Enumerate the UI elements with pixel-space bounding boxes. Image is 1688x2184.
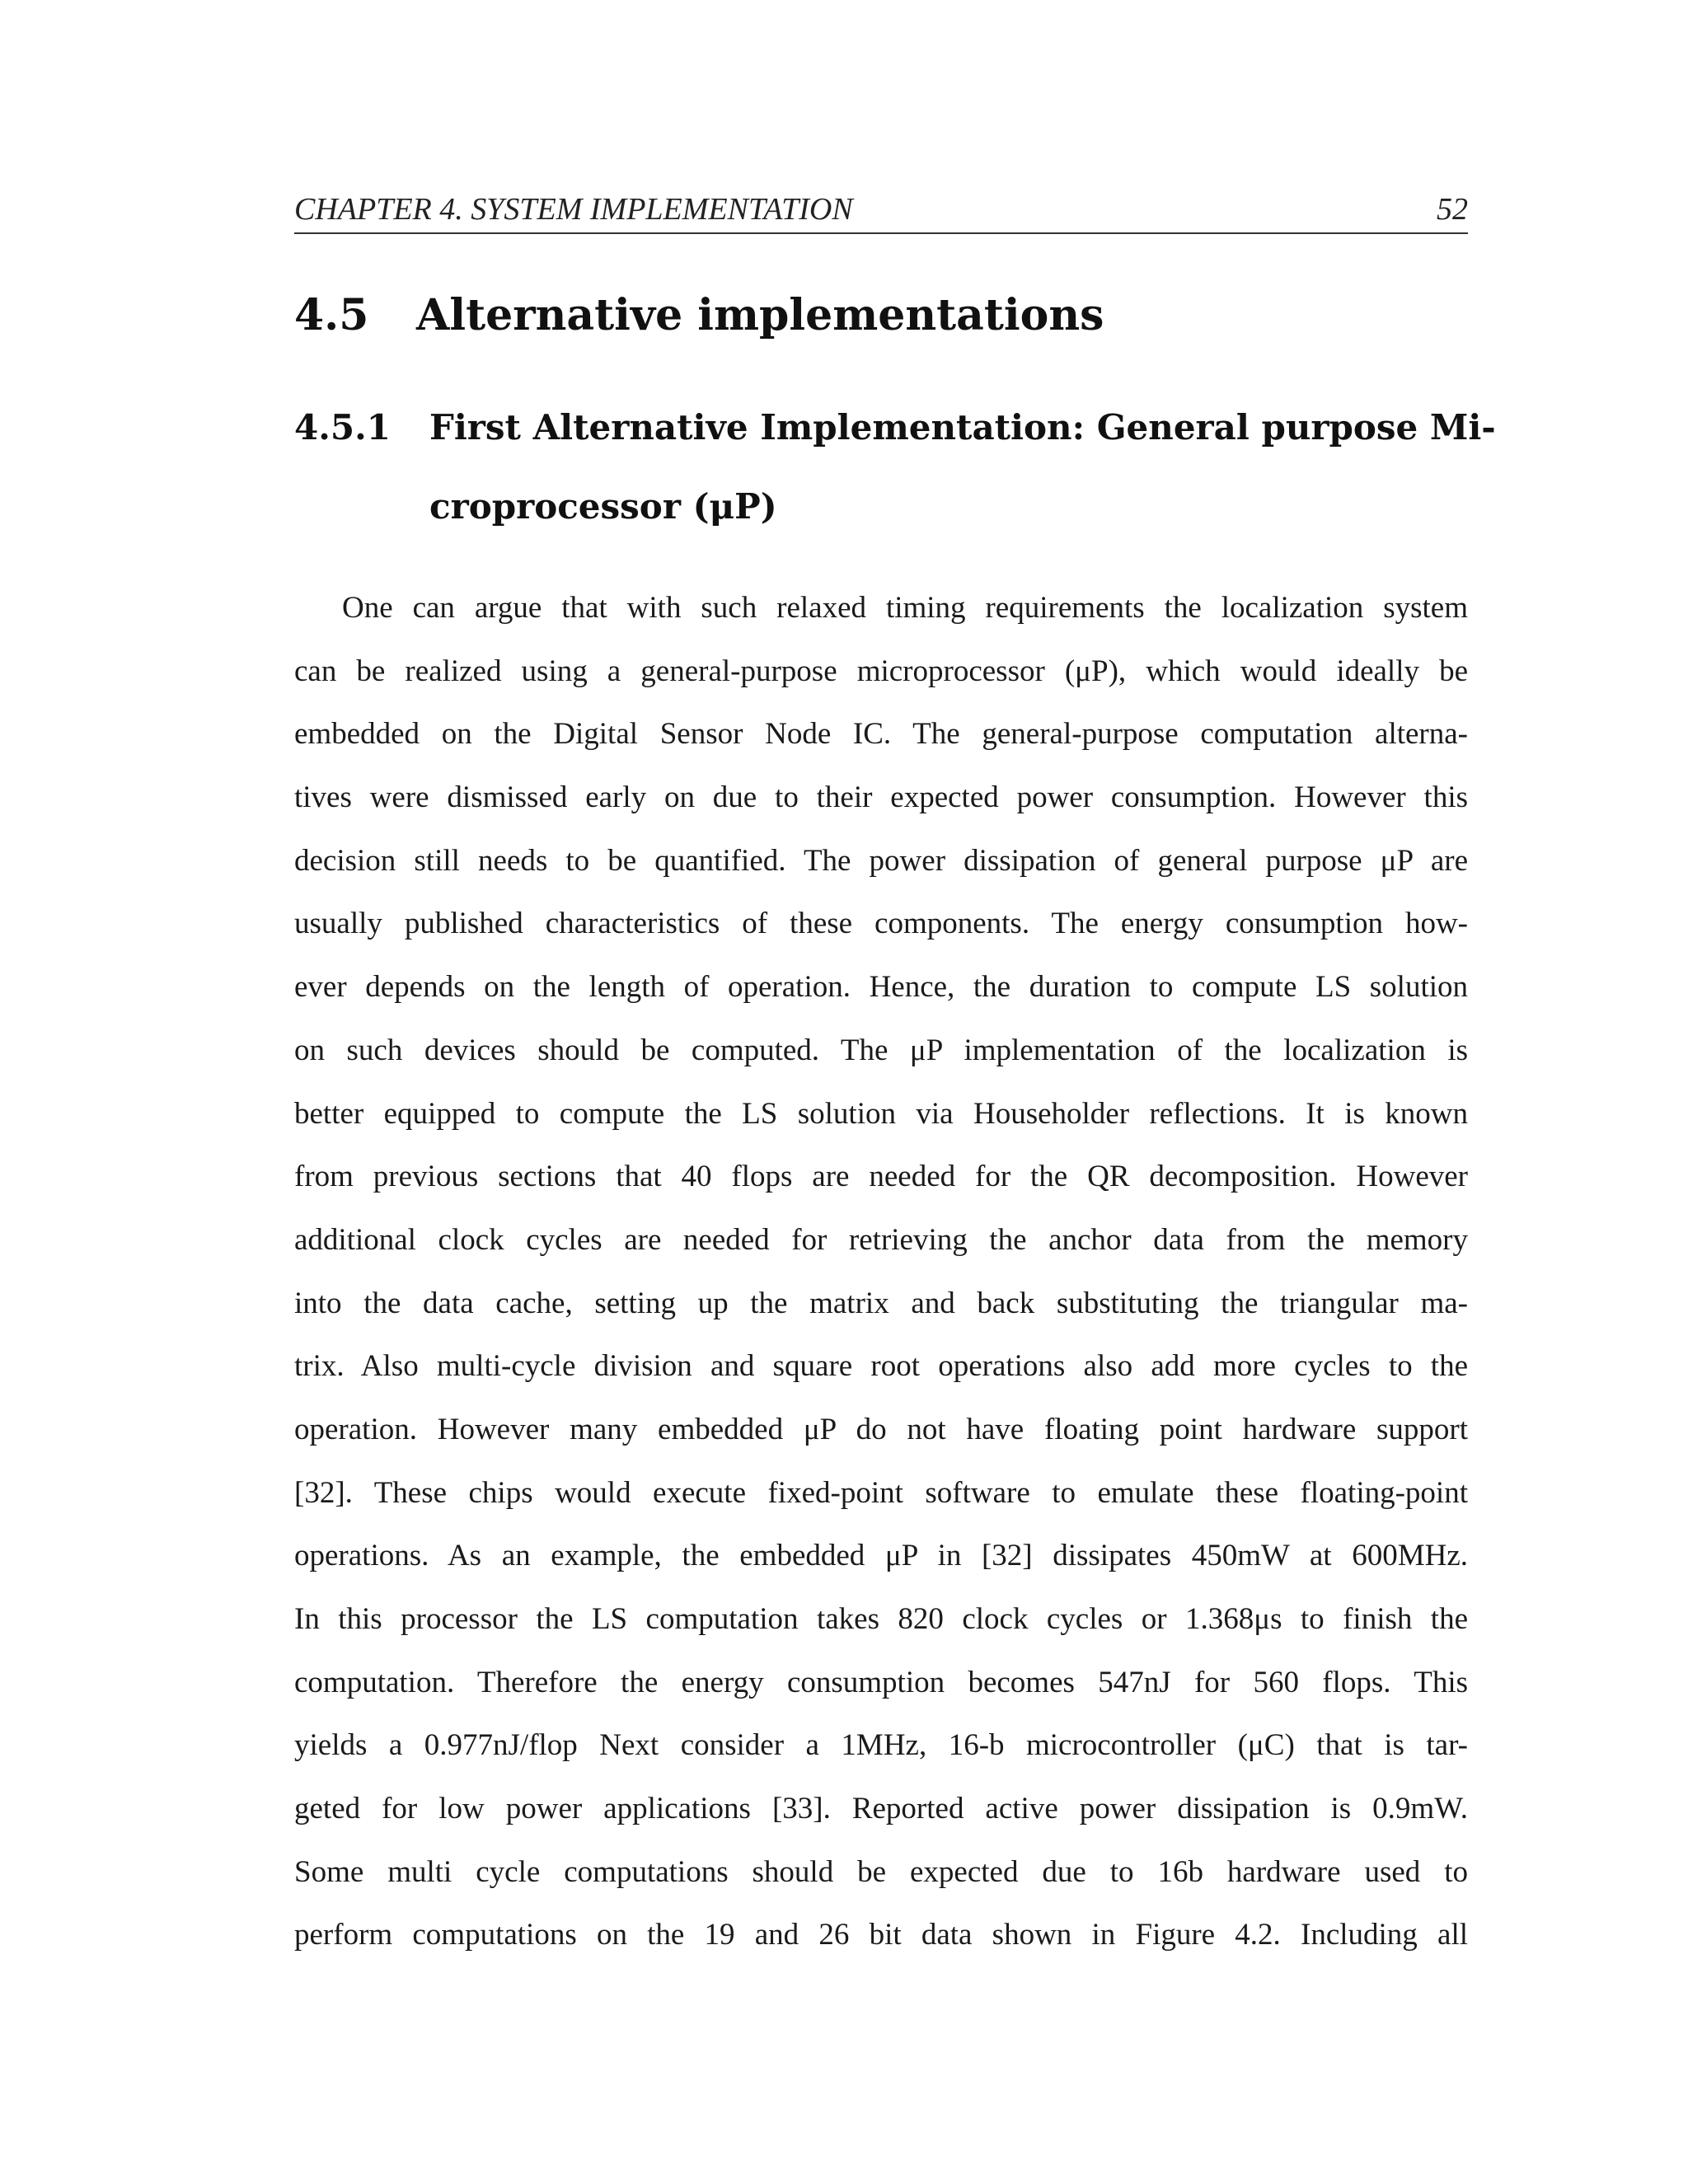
paragraph-line: [32]. These chips would execute fixed-point software to emulate these floating-point <box>294 1475 1468 1510</box>
paragraph-line: tives were dismissed early on due to their expected power consumption. However this <box>294 780 1468 815</box>
paragraph-line: embedded on the Digital Sensor Node IC. The general-purpose computation alterna- <box>294 717 1468 752</box>
subsection-number: 4.5.1 <box>294 407 391 448</box>
subsection-title-line-2: croprocessor (μP) <box>429 486 777 527</box>
section-number: 4.5 <box>294 290 369 340</box>
chapter-title: CHAPTER 4. SYSTEM IMPLEMENTATION <box>294 192 853 227</box>
paragraph-line: perform computations on the 19 and 26 bit data shown in Figure 4.2. Including all <box>294 1918 1468 1952</box>
paragraph-line: on such devices should be computed. The μP implementation of the localization is <box>294 1033 1468 1067</box>
paragraph-line: trix. Also multi-cycle division and square root operations also add more cycles to the <box>294 1349 1468 1384</box>
paragraph-line: can be realized using a general-purpose microprocessor (μP), which would ideally be <box>294 654 1468 688</box>
paragraph-line: better equipped to compute the LS solution via Householder reflections. It is known <box>294 1096 1468 1131</box>
paragraph-line: ever depends on the length of operation. Hence, the duration to compute LS solution <box>294 970 1468 1005</box>
paragraph-line: In this processor the LS computation takes 820 clock cycles or 1.368μs to finish the <box>294 1602 1468 1636</box>
document-page <box>294 0 1496 2184</box>
section-heading <box>294 290 1104 340</box>
running-header <box>294 191 1468 234</box>
paragraph-line: from previous sections that 40 flops are needed for the QR decomposition. However <box>294 1160 1468 1194</box>
page-number: 52 <box>1437 192 1468 227</box>
section-title: Alternative implementations <box>416 290 1104 340</box>
paragraph-line: computation. Therefore the energy consumption becomes 547nJ for 560 flops. This <box>294 1665 1468 1699</box>
paragraph-line: One can argue that with such relaxed timing requirements the localization system <box>342 591 1468 625</box>
paragraph-line: usually published characteristics of these components. The energy consumption how- <box>294 907 1468 941</box>
paragraph-line: operation. However many embedded μP do not have floating point hardware support <box>294 1412 1468 1446</box>
subsection-title-line-1: First Alternative Implementation: General purpose Mi- <box>429 407 1496 448</box>
paragraph-line: into the data cache, setting up the matrix and back substituting the triangular ma- <box>294 1286 1468 1320</box>
body-paragraph <box>294 577 1468 1967</box>
paragraph-line: yields a 0.977nJ/flop Next consider a 1MHz, 16-b microcontroller (μC) that is tar- <box>294 1728 1468 1763</box>
paragraph-line: operations. As an example, the embedded μP in [32] dissipates 450mW at 600MHz. <box>294 1539 1468 1573</box>
paragraph-line: geted for low power applications [33]. Reported active power dissipation is 0.9mW. <box>294 1792 1468 1826</box>
paragraph-line: additional clock cycles are needed for retrieving the anchor data from the memory <box>294 1222 1468 1257</box>
paragraph-line: decision still needs to be quantified. The power dissipation of general purpose μP are <box>294 843 1468 878</box>
paragraph-line: Some multi cycle computations should be expected due to 16b hardware used to <box>294 1854 1468 1889</box>
